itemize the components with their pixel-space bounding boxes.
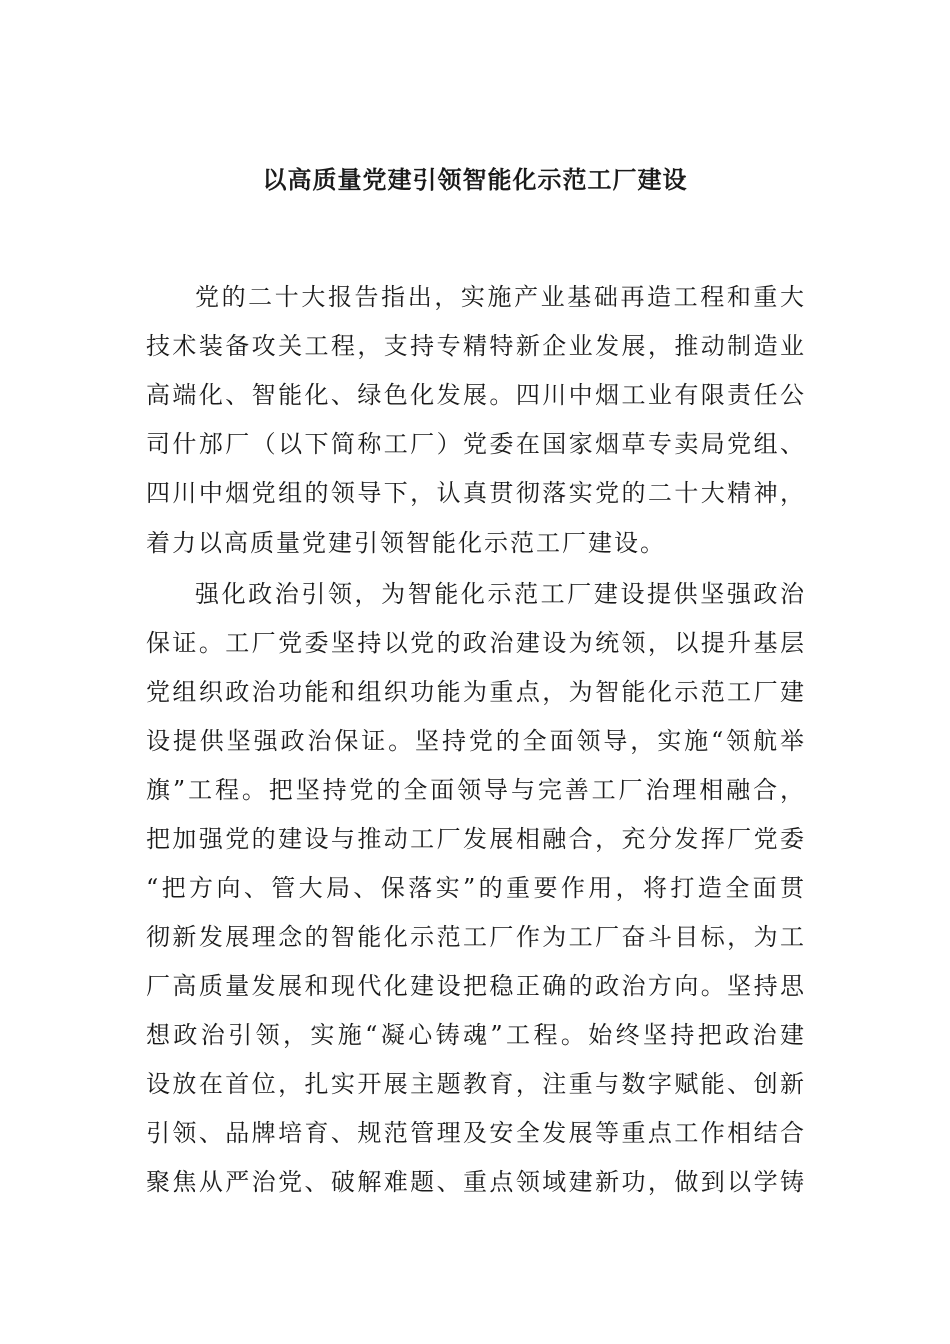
paragraph-1-line: 高端化、智能化、绿色化发展。四川中烟工业有限责任公 bbox=[146, 381, 806, 409]
paragraph-1-line: 党的二十大报告指出，实施产业基础再造工程和重大 bbox=[195, 283, 806, 311]
paragraph-2-line: 引领、品牌培育、规范管理及安全发展等重点工作相结合 bbox=[146, 1119, 806, 1147]
paragraph-2-line: 旗”工程。把坚持党的全面领导与完善工厂治理相融合， bbox=[146, 776, 806, 804]
paragraph-2-line: 聚焦从严治党、破解难题、重点领域建新功，做到以学铸 bbox=[146, 1168, 806, 1196]
paragraph-1-line: 四川中烟党组的领导下，认真贯彻落实党的二十大精神， bbox=[146, 479, 806, 507]
paragraph-2-line: 设提供坚强政治保证。坚持党的全面领导，实施“领航举 bbox=[146, 727, 806, 755]
paragraph-2-line: 保证。工厂党委坚持以党的政治建设为统领，以提升基层 bbox=[146, 629, 806, 657]
paragraph-1-line: 技术装备攻关工程，支持专精特新企业发展，推动制造业 bbox=[146, 332, 806, 360]
paragraph-1-line: 着力以高质量党建引领智能化示范工厂建设。 bbox=[146, 529, 666, 557]
paragraph-2-line: 设放在首位，扎实开展主题教育，注重与数字赋能、创新 bbox=[146, 1070, 806, 1098]
paragraph-2-line: 厂高质量发展和现代化建设把稳正确的政治方向。坚持思 bbox=[146, 972, 806, 1000]
paragraph-2-line: 党组织政治功能和组织功能为重点，为智能化示范工厂建 bbox=[146, 678, 806, 706]
document-title: 以高质量党建引领智能化示范工厂建设 bbox=[262, 166, 688, 194]
paragraph-1-line: 司什邡厂（以下简称工厂）党委在国家烟草专卖局党组、 bbox=[146, 430, 806, 458]
paragraph-2-line: 彻新发展理念的智能化示范工厂作为工厂奋斗目标，为工 bbox=[146, 923, 806, 951]
paragraph-2-line: 想政治引领，实施“凝心铸魂”工程。始终坚持把政治建 bbox=[146, 1021, 806, 1049]
paragraph-2-line: 强化政治引领，为智能化示范工厂建设提供坚强政治 bbox=[195, 580, 806, 608]
paragraph-2-line: 把加强党的建设与推动工厂发展相融合，充分发挥厂党委 bbox=[146, 825, 806, 853]
paragraph-2-line: “把方向、管大局、保落实”的重要作用，将打造全面贯 bbox=[146, 874, 806, 902]
